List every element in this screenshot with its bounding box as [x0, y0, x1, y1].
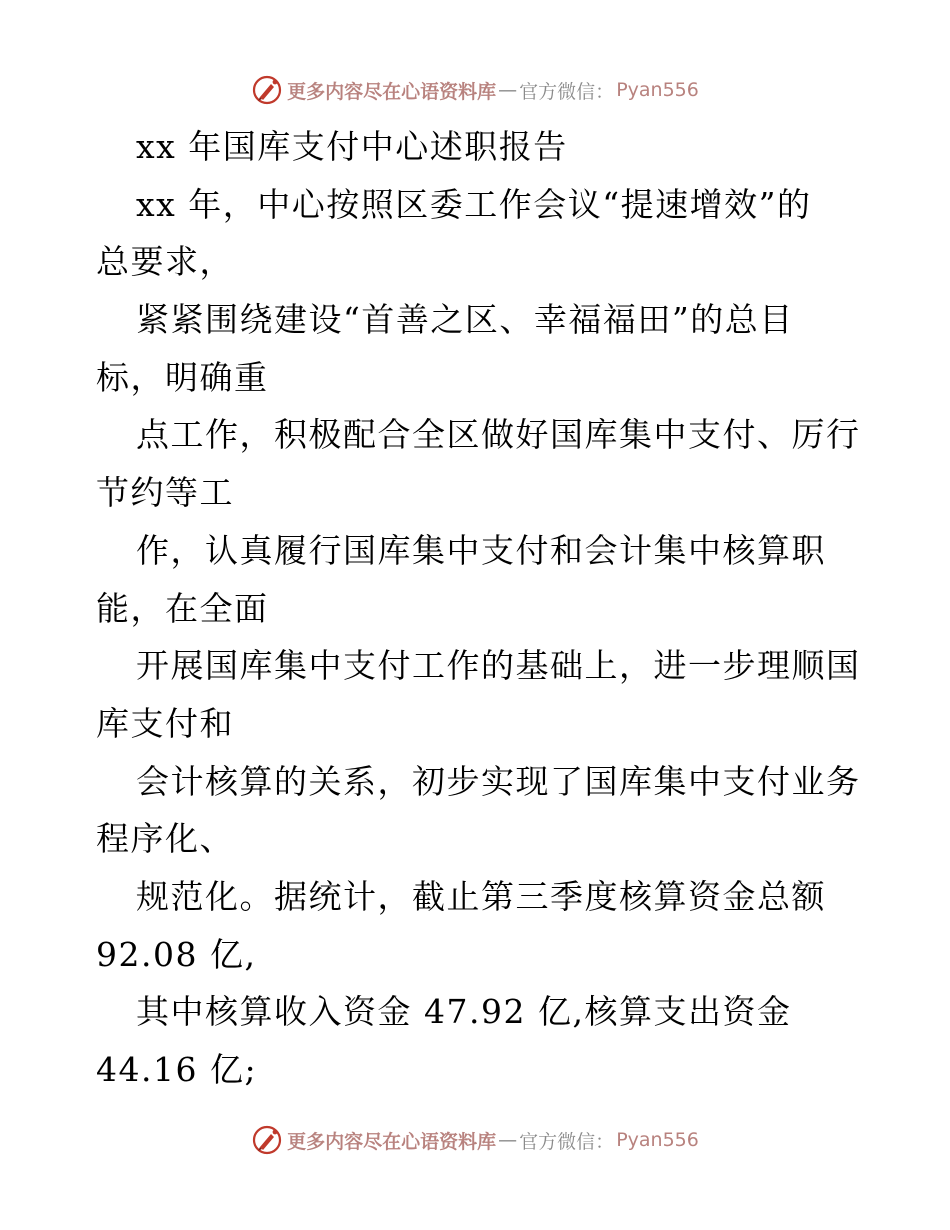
paragraph-line: 规范化。据统计，截止第三季度核算资金总额: [136, 876, 826, 916]
pen-logo-icon: [251, 74, 283, 106]
paragraph-line: 库支付和: [96, 703, 234, 743]
paragraph-line: 节约等工: [96, 473, 234, 513]
banner-contact-id: Pyan556: [616, 1129, 699, 1151]
header-banner: [0, 70, 950, 110]
banner-contact-label: 官方微信：: [519, 1130, 615, 1153]
banner-dash: —: [498, 1129, 518, 1151]
paragraph-line: 其中核算收入资金 47.92 亿,核算支出资金: [136, 992, 792, 1032]
paragraph-line: 点工作，积极配合全区做好国库集中支付、厉行: [136, 415, 861, 455]
paragraph-line: 92.08 亿,: [96, 934, 257, 974]
pen-logo-icon: [251, 1124, 283, 1156]
document-body: [96, 118, 861, 1099]
paragraph-line: xx 年，中心按照区委工作会议“提速增效”的: [136, 184, 812, 224]
paragraph-line: 开展国库集中支付工作的基础上，进一步理顺国: [136, 646, 861, 686]
paragraph-line: 标，明确重: [96, 357, 269, 397]
paragraph-line: 44.16 亿;: [96, 1050, 258, 1089]
banner-contact-id: Pyan556: [616, 79, 699, 101]
paragraph-line: 能，在全面: [96, 588, 269, 628]
footer-banner: [0, 1120, 950, 1160]
banner-brand-text: 更多内容尽在心语资料库: [287, 80, 497, 103]
document-title: xx 年国库支付中心述职报告: [136, 127, 568, 166]
paragraph-line: 作，认真履行国库集中支付和会计集中核算职: [136, 530, 826, 570]
paragraph-line: 会计核算的关系，初步实现了国库集中支付业务: [136, 761, 861, 801]
paragraph-line: 总要求，: [96, 242, 234, 282]
banner-brand-text: 更多内容尽在心语资料库: [287, 1130, 497, 1153]
banner-contact-label: 官方微信：: [519, 80, 615, 103]
paragraph-line: 程序化、: [96, 819, 234, 859]
banner-dash: —: [498, 79, 518, 101]
paragraph-line: 紧紧围绕建设“首善之区、幸福福田”的总目: [136, 300, 794, 340]
